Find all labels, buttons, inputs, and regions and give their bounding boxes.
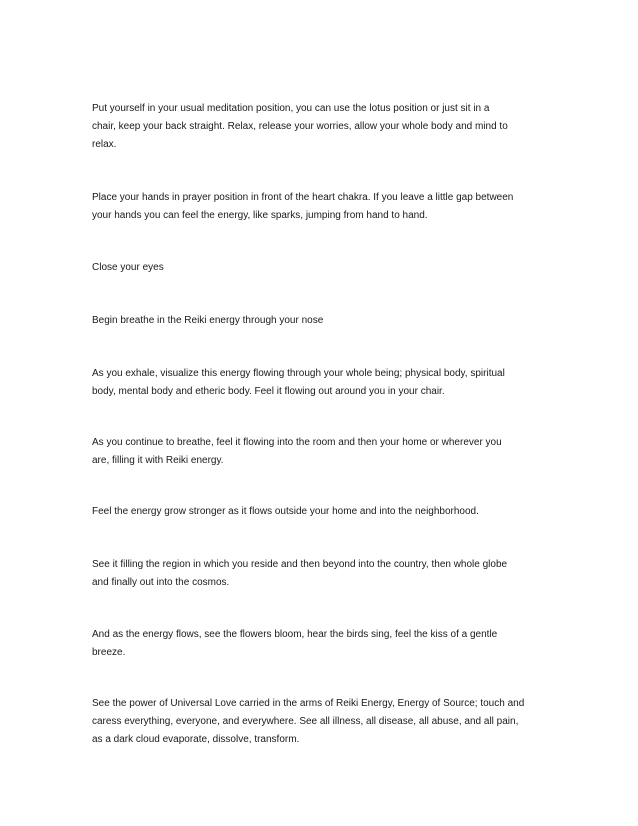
text-line: Place your hands in prayer position in front of the heart chakra. If you leave a little gap between [92,192,514,203]
paragraph-close-eyes [92,259,552,277]
text-line: And as the energy flows, see the flowers bloom, hear the birds sing, feel the kiss of a gentle [92,629,498,640]
text-line: As you continue to breathe, feel it flowing into the room and then your home or wherever you [92,437,502,448]
text-line: Close your eyes [92,262,164,273]
text-line: Begin breathe in the Reiki energy through your nose [92,315,324,326]
paragraph-universal-love [92,695,552,749]
paragraph-breathe-in [92,312,552,330]
text-line: As you exhale, visualize this energy flowing through your whole being; physical body, spiritual [92,368,505,379]
paragraph-flowers-bloom [92,626,552,662]
text-line: and finally out into the cosmos. [92,577,230,588]
text-line: as a dark cloud evaporate, dissolve, transform. [92,734,300,745]
text-line: See it filling the region in which you reside and then beyond into the country, then whole globe [92,559,508,570]
text-line: breeze. [92,647,126,658]
text-line: Feel the energy grow stronger as it flows outside your home and into the neighborhood. [92,506,479,517]
paragraph-prayer-position [92,189,552,225]
text-line: chair, keep your back straight. Relax, release your worries, allow your whole body and mind to [92,121,508,132]
text-line: relax. [92,139,117,150]
text-line: your hands you can feel the energy, like sparks, jumping from hand to hand. [92,210,428,221]
paragraph-continue-breathe [92,434,552,470]
text-line: are, filling it with Reiki energy. [92,455,224,466]
text-line: caress everything, everyone, and everywhere. See all illness, all disease, all abuse, and all pain, [92,716,519,727]
text-line: See the power of Universal Love carried in the arms of Reiki Energy, Energy of Source; touch and [92,698,525,709]
text-line: Put yourself in your usual meditation position, you can use the lotus position or just sit in a [92,103,490,114]
text-line: body, mental body and etheric body. Feel it flowing out around you in your chair. [92,386,445,397]
paragraph-filling-region [92,556,552,592]
paragraph-energy-stronger [92,503,552,521]
paragraph-meditation-position [92,100,552,154]
paragraph-exhale [92,365,552,401]
